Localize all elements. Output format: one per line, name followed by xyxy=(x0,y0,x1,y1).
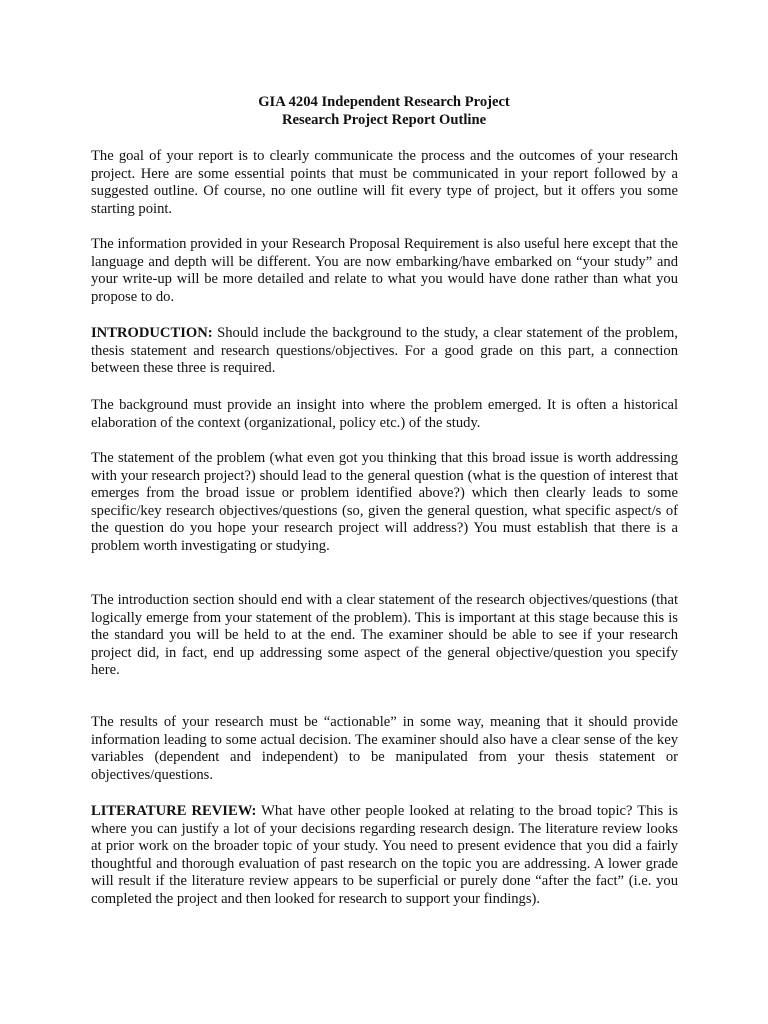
section-heading-introduction: INTRODUCTION: xyxy=(91,325,213,341)
document-header xyxy=(0,93,768,129)
background-paragraph xyxy=(91,397,678,432)
actionable-results-paragraph xyxy=(91,714,678,784)
paragraph-text: The information provided in your Research Proposal Requirement is also useful here except that the language and depth will be different. You are now embarking/have embarked on “your study” and your write-up will be more detailed and relate to what you would have done rather than what you propose to do. xyxy=(91,236,678,305)
paragraph-text: The introduction section should end with a clear statement of the research objectives/questions (that logically emerge from your statement of the problem). This is important at this stage because this is the standard you will be held to at the end. The examiner should be able to see if your research project did, in fact, end up addressing some aspect of the general objective/question you specify here. xyxy=(91,592,678,679)
paragraph-text: The background must provide an insight into where the problem emerged. It is often a historical elaboration of the context (organizational, policy etc.) of the study. xyxy=(91,397,678,431)
intro-goal-paragraph xyxy=(91,148,678,218)
paragraph-text: The results of your research must be “actionable” in some way, meaning that it should provide information leading to some actual decision. The examiner should also have a clear sense of the key variables (dependent and independent) to be manipulated from your thesis statement or objectives/questions. xyxy=(91,714,678,783)
introduction-section-paragraph xyxy=(91,325,678,378)
paragraph-text: Should include the background to the study, a clear statement of the problem, thesis statement and research questions/objectives. For a good grade on this part, a connection between these three is required. xyxy=(91,325,678,377)
document-title: Research Project Report Outline xyxy=(281,112,487,128)
literature-review-section-paragraph xyxy=(91,803,678,909)
proposal-info-paragraph xyxy=(91,236,678,306)
objectives-paragraph xyxy=(91,592,678,680)
problem-statement-paragraph xyxy=(91,450,678,556)
paragraph-text: What have other people looked at relating to the broad topic? This is where you can justify a lot of your decisions regarding research design. The literature review looks at prior work on the broader topic of your study. You need to present evidence that you did a fairly thoughtful and thorough evaluation of past research on the topic you are addressing. A lower grade will result if the literature review appears to be superficial or purely done “after the fact” (i.e. you completed the project and then looked for research to support your findings). xyxy=(91,803,678,907)
paragraph-text: The statement of the problem (what even got you thinking that this broad issue is worth addressing with your research project?) should lead to the general question (what is the question of interest that emerges from the broad issue or problem identified above?) which then clearly leads to some specific/key research objectives/questions (so, given the general question, what specific aspect/s of the question do you hope your research project will address?) You must establish that there is a problem worth investigating or studying. xyxy=(91,450,678,554)
section-heading-literature-review: LITERATURE REVIEW: xyxy=(91,803,257,819)
paragraph-text: The goal of your report is to clearly communicate the process and the outcomes of your research project. Here are some essential points that must be communicated in your report followed by a suggested outline. Of course, no one outline will fit every type of project, but it offers you some starting point. xyxy=(91,148,678,217)
course-title: GIA 4204 Independent Research Project xyxy=(258,94,510,110)
